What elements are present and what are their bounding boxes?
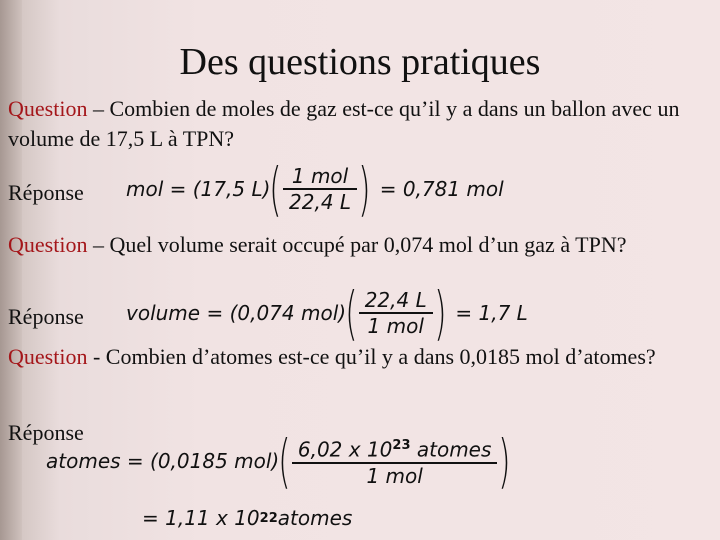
- answer-3-result: = 1,11 x 10 22 atomes: [142, 506, 353, 530]
- right-paren: ): [433, 279, 447, 347]
- answer-3-denominator: 1 mol: [366, 463, 423, 488]
- answer-1-label: Réponse: [8, 180, 84, 205]
- left-paren: (: [269, 155, 282, 223]
- right-paren: ): [498, 427, 511, 495]
- right-paren: ): [358, 155, 371, 223]
- answer-3-equation: [46, 427, 511, 495]
- answer-3-label: Réponse: [8, 420, 84, 445]
- answer-2-denominator: 1 mol: [367, 314, 424, 338]
- question-2-prefix: Question: [8, 232, 88, 257]
- answer-3-numerator: 6,02 x $10^{23}$ atomes: [297, 437, 492, 462]
- answer-2-numerator: 22,4 L: [364, 288, 427, 312]
- answer-2-equation: [126, 279, 528, 347]
- answer-3-fraction: [292, 434, 498, 488]
- answer-1-equation: [126, 155, 504, 223]
- left-paren: (: [278, 427, 291, 495]
- question-3-prefix: Question: [8, 344, 88, 369]
- answer-2-result: = 1,7 L: [455, 301, 528, 325]
- answer-2-lhs: volume = (0,074 mol): [126, 301, 347, 325]
- question-1-text: – Combien de moles de gaz est-ce qu’il y a dans un ballon avec un volume de 17,5 L à TPN?: [8, 96, 680, 151]
- answer-1-result: = 0,781 mol: [379, 177, 504, 201]
- answer-2-label: Réponse: [8, 304, 84, 329]
- answer-1-lhs: mol = (17,5 L): [126, 177, 271, 201]
- question-2: [8, 230, 708, 260]
- answer-1-numerator: 1 mol: [291, 164, 349, 188]
- answer-2-fraction: [359, 288, 433, 338]
- answer-1-fraction: [283, 164, 357, 214]
- left-paren: (: [345, 279, 358, 347]
- question-1-prefix: Question: [8, 96, 88, 121]
- page-title: Des questions pratiques: [179, 41, 541, 83]
- question-3-text: - Combien d’atomes est-ce qu’il y a dans 0,0185 mol d’atomes?: [87, 344, 656, 369]
- question-3: [8, 342, 708, 372]
- answer-3-lhs: atomes = (0,0185 mol): [46, 449, 280, 473]
- question-2-text: – Quel volume serait occupé par 0,074 mol d’un gaz à TPN?: [87, 232, 627, 257]
- question-1: [8, 94, 708, 154]
- answer-1-denominator: 22,4 L: [289, 190, 352, 214]
